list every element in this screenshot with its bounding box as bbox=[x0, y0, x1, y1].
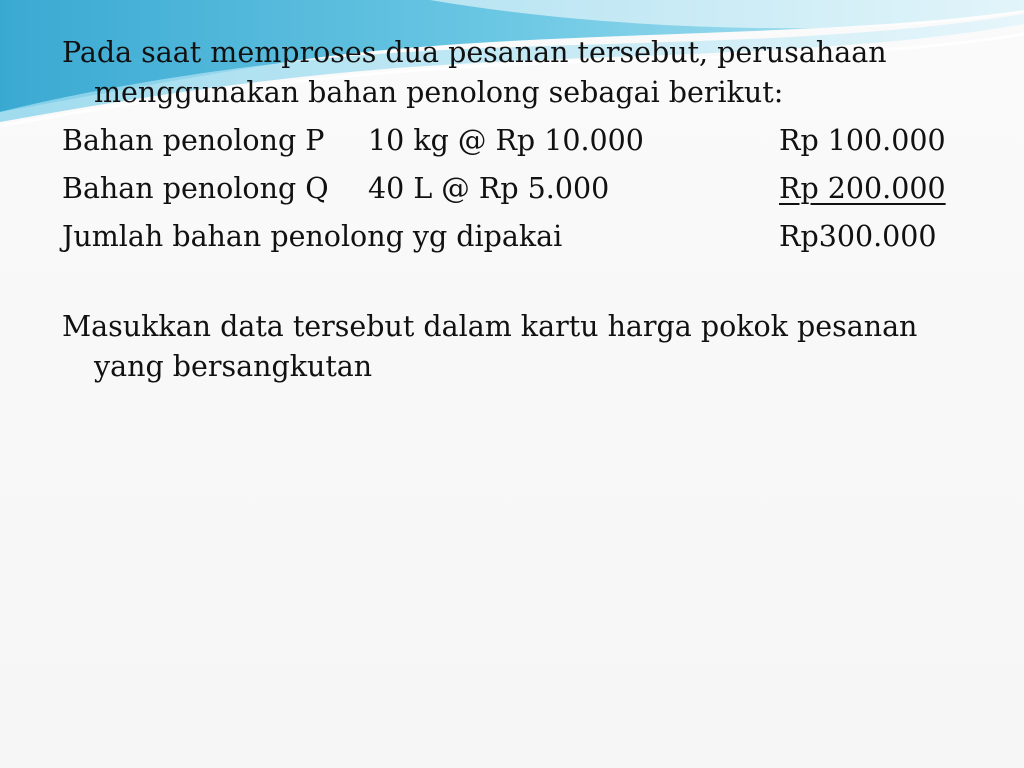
total-row bbox=[62, 213, 982, 261]
material-label: Bahan penolong P bbox=[62, 124, 325, 157]
spacer bbox=[62, 261, 982, 307]
intro-paragraph: Pada saat memproses dua pesanan tersebut, perusahaan menggunakan bahan penolong sebagai berikut: bbox=[62, 36, 887, 109]
material-detail: 10 kg @ Rp 10.000 bbox=[368, 124, 644, 157]
material-row-q bbox=[62, 165, 982, 213]
material-detail: 40 L @ Rp 5.000 bbox=[368, 172, 610, 205]
instruction-paragraph: Masukkan data tersebut dalam kartu harga pokok pesanan yang bersangkutan bbox=[62, 310, 918, 383]
slide-body bbox=[62, 33, 982, 387]
total-label: Jumlah bahan penolong yg dipakai bbox=[62, 220, 563, 253]
material-label: Bahan penolong Q bbox=[62, 172, 329, 205]
material-amount: Rp 200.000 bbox=[779, 172, 946, 205]
material-amount: Rp 100.000 bbox=[779, 124, 946, 157]
total-amount: Rp300.000 bbox=[779, 220, 937, 253]
material-row-p bbox=[62, 117, 982, 165]
